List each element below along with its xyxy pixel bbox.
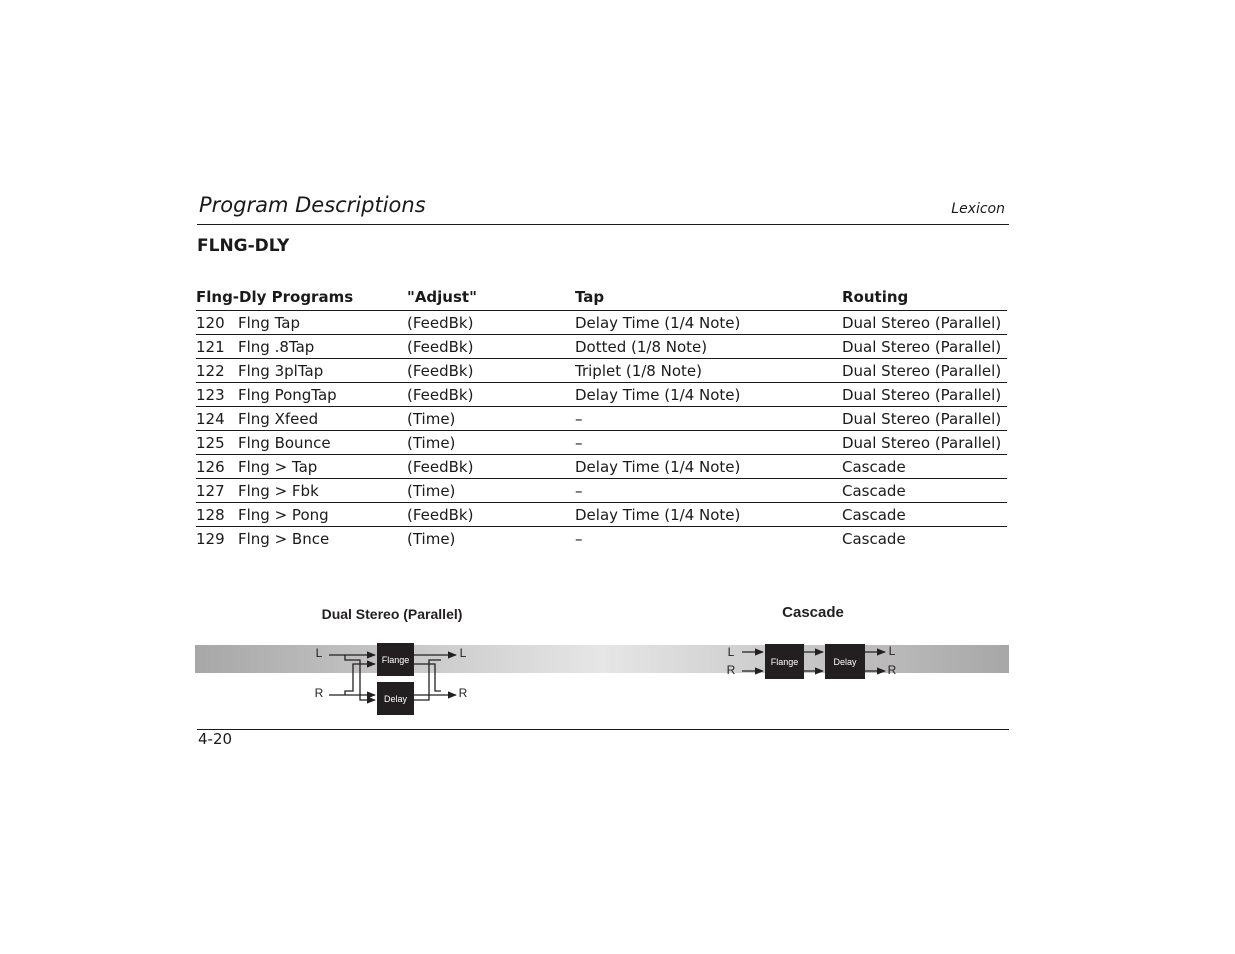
program-tap: Triplet (1/8 Note) [575, 359, 842, 383]
program-tap: – [575, 529, 583, 548]
cascade-flange-block-label: Flange [770, 657, 799, 667]
program-routing: Cascade [842, 529, 906, 548]
program-name: Flng > Tap [238, 455, 407, 479]
program-routing: Dual Stereo (Parallel) [842, 335, 1007, 359]
program-number: 129 [196, 529, 225, 548]
program-name: Flng Xfeed [238, 407, 407, 431]
program-adjust: (FeedBk) [407, 335, 575, 359]
program-number: 128 [196, 503, 238, 527]
program-tap: Delay Time (1/4 Note) [575, 455, 842, 479]
parallel-output-left-label: L [459, 646, 467, 660]
table-row [196, 431, 1007, 455]
program-tap: – [575, 431, 842, 455]
table-row [196, 527, 1007, 551]
program-tap: – [575, 407, 842, 431]
table-row [196, 359, 1007, 383]
routing-diagram [195, 600, 1009, 718]
cascade-delay-block-label: Delay [833, 657, 857, 667]
program-name: Flng .8Tap [238, 335, 407, 359]
program-name: Flng PongTap [238, 383, 407, 407]
table-row [196, 335, 1007, 359]
program-adjust: (FeedBk) [407, 311, 575, 335]
program-adjust: (Time) [407, 407, 575, 431]
column-header-tap: Tap [575, 284, 842, 311]
program-tap: Delay Time (1/4 Note) [575, 383, 842, 407]
section-title: FLNG-DLY [197, 236, 290, 256]
program-routing: Cascade [842, 455, 1007, 479]
cascade-output-left-label: L [888, 644, 896, 658]
program-number: 126 [196, 455, 238, 479]
column-header-programs: Flng-Dly Programs [196, 284, 407, 311]
header-divider [197, 224, 1009, 225]
program-name: Flng > Pong [238, 503, 407, 527]
program-adjust: (Time) [407, 529, 456, 548]
program-number: 123 [196, 383, 238, 407]
program-tap: – [575, 479, 842, 503]
table-row [196, 455, 1007, 479]
delay-block-label: Delay [383, 694, 408, 704]
program-adjust: (FeedBk) [407, 503, 575, 527]
program-tap: Delay Time (1/4 Note) [575, 503, 842, 527]
table-header-row [196, 284, 1007, 311]
flange-block-label: Flange [381, 655, 410, 665]
program-name: Flng Bounce [238, 431, 407, 455]
column-header-adjust: "Adjust" [407, 284, 575, 311]
program-routing: Cascade [842, 479, 1007, 503]
footer-divider [197, 729, 1009, 730]
table-row [196, 407, 1007, 431]
program-number: 127 [196, 479, 238, 503]
table-row [196, 311, 1007, 335]
table-row [196, 479, 1007, 503]
program-adjust: (Time) [407, 479, 575, 503]
cascade-input-right-label: R [726, 663, 736, 677]
programs-table [196, 284, 1007, 550]
parallel-title: Dual Stereo (Parallel) [321, 606, 463, 622]
program-name: Flng 3plTap [238, 359, 407, 383]
program-name: Flng > Bnce [238, 529, 330, 548]
cascade-output-right-label: R [887, 663, 897, 677]
program-adjust: (FeedBk) [407, 455, 575, 479]
column-header-routing: Routing [842, 284, 1007, 311]
program-adjust: (Time) [407, 431, 575, 455]
cascade-title: Cascade [782, 604, 844, 621]
brand-name: Lexicon [951, 201, 1005, 217]
program-tap: Dotted (1/8 Note) [575, 335, 842, 359]
program-number: 124 [196, 407, 238, 431]
program-routing: Dual Stereo (Parallel) [842, 383, 1007, 407]
program-number: 120 [196, 311, 238, 335]
program-routing: Dual Stereo (Parallel) [842, 407, 1007, 431]
program-routing: Dual Stereo (Parallel) [842, 359, 1007, 383]
program-tap: Delay Time (1/4 Note) [575, 311, 842, 335]
cascade-input-left-label: L [727, 645, 735, 659]
program-routing: Dual Stereo (Parallel) [842, 431, 1007, 455]
program-name: Flng > Fbk [238, 479, 407, 503]
program-name: Flng Tap [238, 311, 407, 335]
program-number: 121 [196, 335, 238, 359]
program-number: 125 [196, 431, 238, 455]
page-title: Program Descriptions [199, 193, 426, 217]
table-row [196, 503, 1007, 527]
program-adjust: (FeedBk) [407, 383, 575, 407]
program-number: 122 [196, 359, 238, 383]
program-routing: Cascade [842, 503, 1007, 527]
parallel-input-right-label: R [314, 686, 324, 700]
program-routing: Dual Stereo (Parallel) [842, 311, 1007, 335]
program-adjust: (FeedBk) [407, 359, 575, 383]
parallel-output-right-label: R [458, 686, 468, 700]
parallel-input-left-label: L [315, 646, 323, 660]
page-number: 4-20 [198, 730, 233, 748]
table-row [196, 383, 1007, 407]
